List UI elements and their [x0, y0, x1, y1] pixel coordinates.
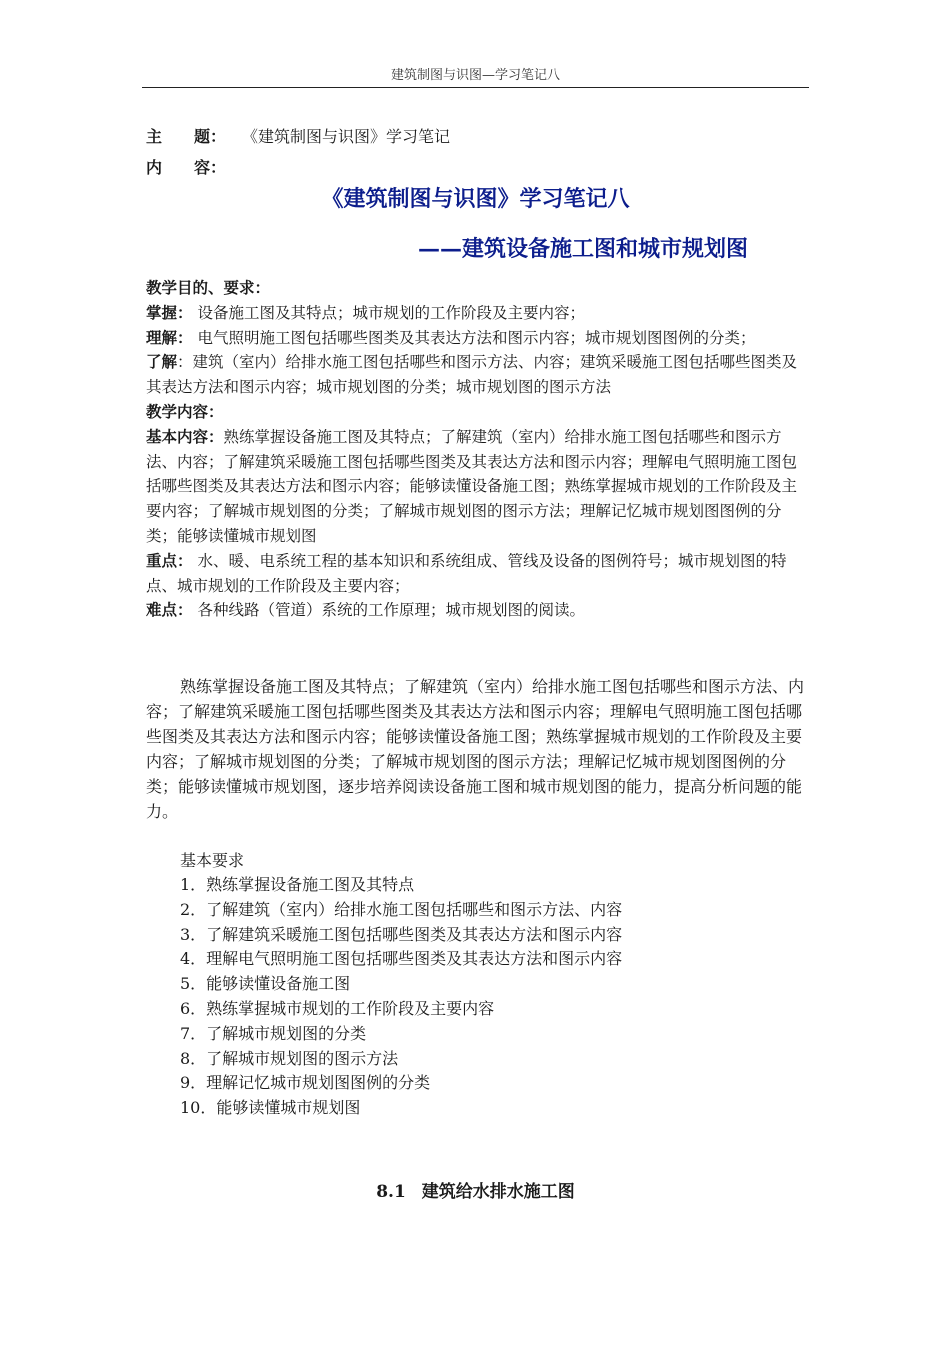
content-label: 内 容： — [146, 158, 227, 177]
objective-know — [146, 350, 810, 400]
requirements-list — [180, 873, 622, 1121]
teaching-heading: 教学内容： — [146, 401, 224, 421]
requirement-item: 4．理解电气照明施工图包括哪些图类及其表达方法和图示内容 — [180, 949, 623, 969]
document-subtitle: ——建筑设备施工图和城市规划图 — [418, 236, 749, 262]
section-title: 建筑给水排水施工图 — [421, 1182, 575, 1202]
requirement-item: 8．了解城市规划图的图示方法 — [180, 1048, 399, 1068]
requirement-item: 2．了解建筑（室内）给排水施工图包括哪些和图示方法、内容 — [180, 899, 623, 919]
objectives-block — [146, 276, 810, 623]
objective-understand — [146, 326, 810, 351]
requirement-item: 5．能够读懂设备施工图 — [180, 974, 351, 994]
section-number: 8.1 — [376, 1182, 406, 1202]
running-header: 建筑制图与识图—学习笔记八 — [142, 64, 809, 88]
master-text: 设备施工图及其特点；城市规划的工作阶段及主要内容； — [192, 303, 585, 322]
basic-text: 熟练掌握设备施工图及其特点；了解建筑（室内）给排水施工图包括哪些和图示方法、内容；了解建筑采暖施工图包括哪些图类及其表达方法和图示内容；理解电气照明施工图包括哪些图类及其表达方法和图示内容；能够读懂设备施工图；熟练掌握城市规划的工作阶段及主要内容；了解城市规划图的分类；了解城市规划图的图示方法；理解记忆城市规划图图例的分类；能够读懂城市规划图 — [146, 427, 798, 545]
difficult-label: 难点： — [146, 600, 193, 620]
requirements-heading: 基本要求 — [180, 851, 245, 870]
document-title: 《建筑制图与识图》学习笔记八 — [321, 186, 630, 212]
summary-paragraph: 熟练掌握设备施工图及其特点；了解建筑（室内）给排水施工图包括哪些和图示方法、内容；了解建筑采暖施工图包括哪些图类及其表达方法和图示内容；理解电气照明施工图包括哪些图类及其表达方法和图示内容；能够读懂设备施工图；熟练掌握城市规划的工作阶段及主要内容；了解城市规划图的分类；了解城市规划图的图示方法；理解记忆城市规划图图例的分类；能够读懂城市规划图，逐步培养阅读设备施工图和城市规划图的能力，提高分析问题的能力。 — [146, 677, 805, 821]
requirement-item: 10．能够读懂城市规划图 — [180, 1098, 361, 1118]
key-label: 重点： — [146, 550, 193, 570]
teaching-key — [146, 549, 810, 599]
requirement-item: 9．理解记忆城市规划图图例的分类 — [180, 1073, 431, 1093]
section-heading — [142, 1177, 809, 1202]
objective-master — [146, 301, 810, 326]
objectives-heading: 教学目的、要求： — [146, 278, 271, 297]
know-text: ：建筑（室内）给排水施工图包括哪些和图示方法、内容；建筑采暖施工图包括哪些图类及其表达方法和图示内容；城市规划图的分类；城市规划图的图示方法 — [146, 353, 798, 397]
requirement-item: 1．熟练掌握设备施工图及其特点 — [180, 875, 415, 894]
basic-label: 基本内容： — [146, 426, 224, 446]
master-label: 掌握： — [146, 302, 193, 322]
content-row — [146, 155, 242, 178]
topic-label: 主 题： — [146, 127, 227, 146]
understand-text: 电气照明施工图包括哪些图类及其表达方法和图示内容；城市规划图图例的分类； — [192, 328, 756, 347]
know-label: 了解 — [146, 352, 178, 372]
understand-label: 理解： — [146, 327, 193, 347]
key-text: 水、暖、电系统工程的基本知识和系统组成、管线及设备的图例符号；城市规划图的特点、城市规划的工作阶段及主要内容； — [146, 551, 787, 595]
teaching-difficult — [146, 598, 810, 623]
requirement-item: 3．了解建筑采暖施工图包括哪些图类及其表达方法和图示内容 — [180, 924, 623, 944]
topic-value: 《建筑制图与识图》学习笔记 — [242, 127, 451, 146]
requirement-item: 6．熟练掌握城市规划的工作阶段及主要内容 — [180, 998, 495, 1018]
difficult-text: 各种线路（管道）系统的工作原理；城市规划图的阅读。 — [192, 601, 585, 620]
requirement-item: 7．了解城市规划图的分类 — [180, 1023, 367, 1043]
teaching-basic — [146, 425, 810, 549]
topic-row — [146, 124, 450, 147]
